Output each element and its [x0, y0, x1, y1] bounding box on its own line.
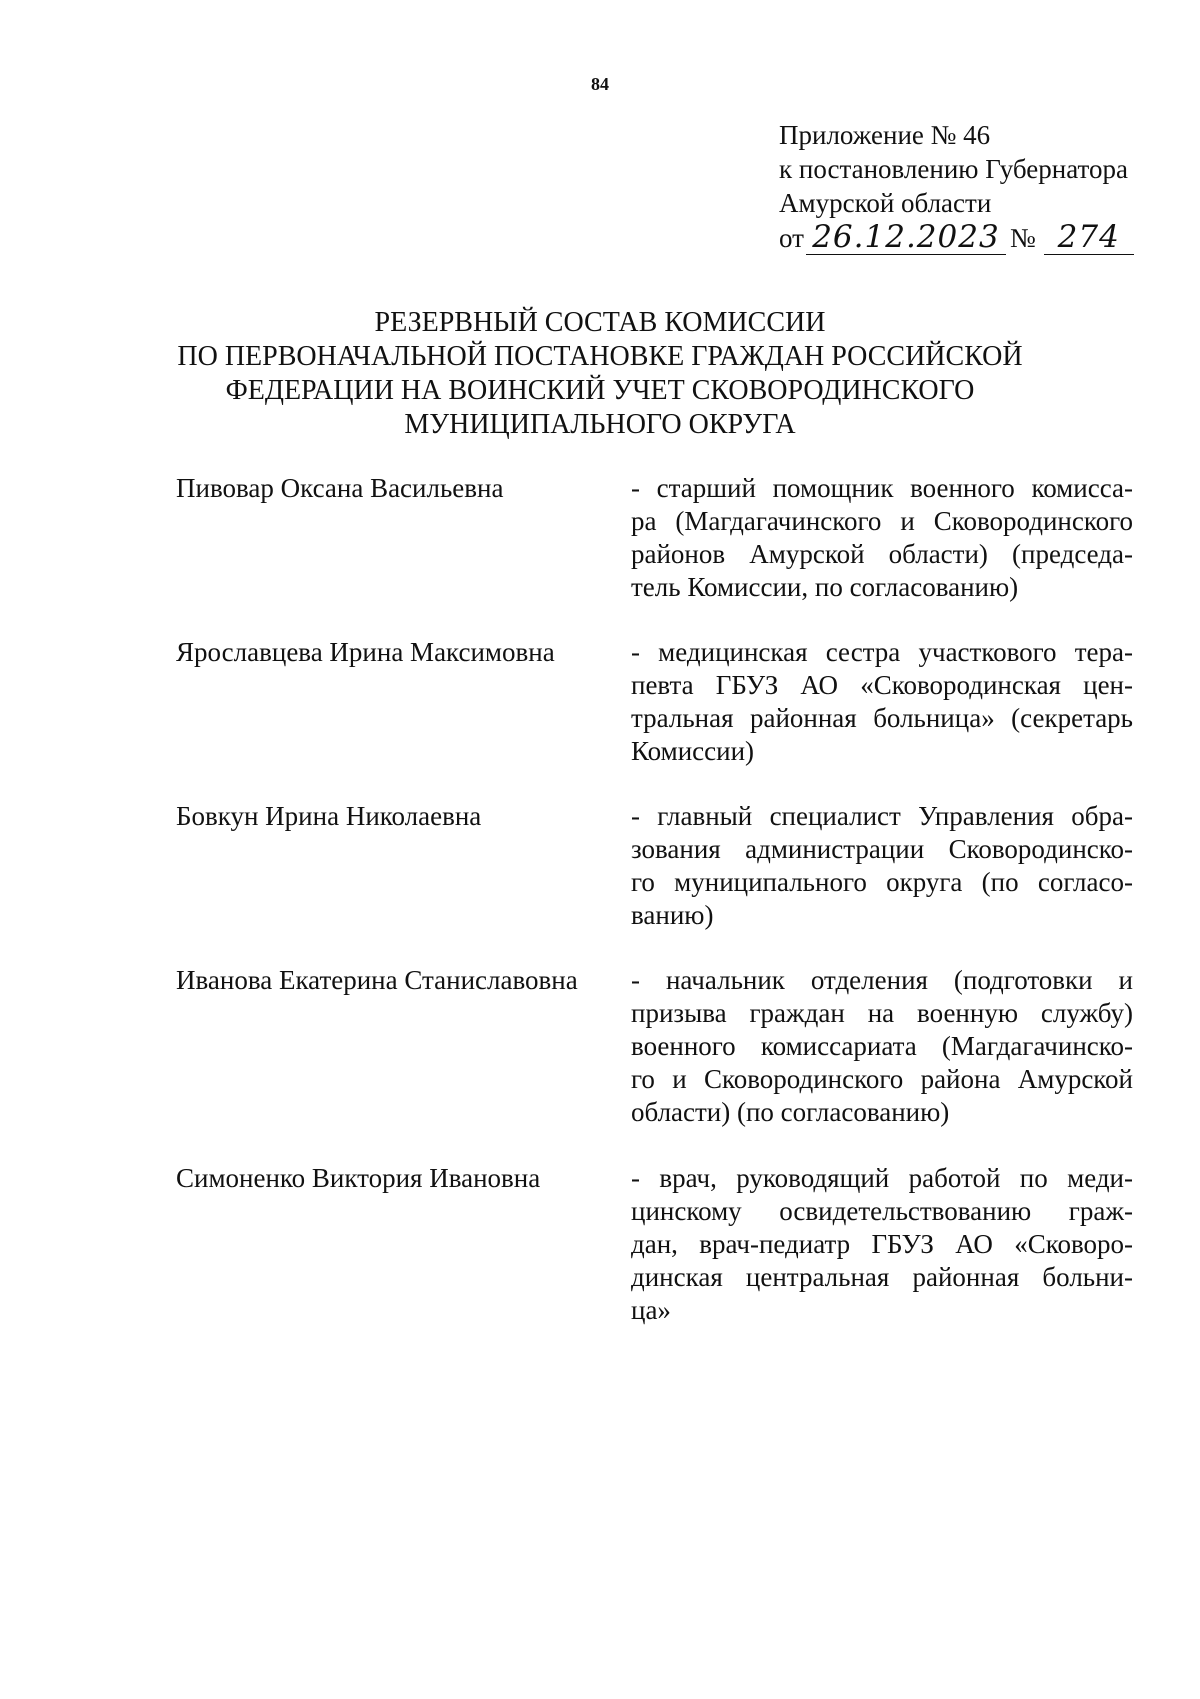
- role-line: области) (по согласованию): [631, 1097, 950, 1127]
- appendix-date-number-row: [779, 220, 1179, 255]
- role-line: Комиссии): [631, 736, 755, 766]
- appendix-title: Приложение № 46: [779, 120, 991, 150]
- member-role: [631, 1162, 1133, 1327]
- title-line: ПО ПЕРВОНАЧАЛЬНОЙ ПОСТАНОВКЕ ГРАЖДАН РОССИЙСКОЙ: [177, 341, 1023, 372]
- member-role: [631, 964, 1133, 1129]
- member-name: Пивовар Оксана Васильевна: [176, 473, 504, 503]
- member-name: Бовкун Ирина Николаевна: [176, 801, 482, 831]
- role-line: певта ГБУЗ АО «Сковородинская цен-: [631, 670, 1133, 700]
- from-label: от: [779, 223, 804, 253]
- handwritten-date: 26.12.2023: [806, 220, 1006, 255]
- role-line: цинскому освидетельствованию граж-: [631, 1196, 1133, 1226]
- handwritten-number: 274: [1044, 220, 1134, 255]
- member-name: Ярославцева Ирина Максимовна: [176, 637, 555, 667]
- role-line: зования администрации Сковородинско-: [631, 834, 1133, 864]
- appendix-block: [779, 118, 1179, 255]
- number-sign: №: [1009, 223, 1036, 253]
- document-title: [0, 306, 1200, 442]
- role-line: военного комиссариата (Магдагачинско-: [631, 1031, 1133, 1061]
- member-name: Симоненко Виктория Ивановна: [176, 1163, 541, 1193]
- member-role: [631, 472, 1133, 604]
- role-line: го и Сковородинского района Амурской: [631, 1064, 1133, 1094]
- role-line: ра (Магдагачинского и Сковородинского: [631, 506, 1133, 536]
- role-line: ванию): [631, 900, 714, 930]
- role-line: - старший помощник военного комисса-: [631, 473, 1133, 503]
- appendix-reference: к постановлению Губернатора: [779, 154, 1128, 184]
- member-role: [631, 800, 1133, 932]
- title-line: РЕЗЕРВНЫЙ СОСТАВ КОМИССИИ: [374, 307, 826, 338]
- title-line: ФЕДЕРАЦИИ НА ВОИНСКИЙ УЧЕТ СКОВОРОДИНСКОГО: [225, 375, 975, 406]
- role-line: - врач, руководящий работой по меди-: [631, 1163, 1133, 1193]
- member-name: Иванова Екатерина Станиславовна: [176, 965, 578, 995]
- role-line: ца»: [631, 1295, 671, 1325]
- role-line: динская центральная районная больни-: [631, 1262, 1133, 1292]
- role-line: призыва граждан на военную службу): [631, 998, 1133, 1028]
- role-line: тральная районная больница» (секретарь: [631, 703, 1133, 733]
- appendix-region: Амурской области: [779, 188, 992, 218]
- role-line: го муниципального округа (по согласо-: [631, 867, 1133, 897]
- role-line: - медицинская сестра участкового тера-: [631, 637, 1133, 667]
- role-line: - начальник отделения (подготовки и: [631, 965, 1133, 995]
- role-line: тель Комиссии, по согласованию): [631, 572, 1019, 602]
- role-line: - главный специалист Управления обра-: [631, 801, 1133, 831]
- role-line: дан, врач-педиатр ГБУЗ АО «Сковоро-: [631, 1229, 1133, 1259]
- page-number: 84: [591, 74, 609, 94]
- member-role: [631, 636, 1133, 768]
- title-line: МУНИЦИПАЛЬНОГО ОКРУГА: [404, 409, 796, 440]
- role-line: районов Амурской области) (председа-: [631, 539, 1133, 569]
